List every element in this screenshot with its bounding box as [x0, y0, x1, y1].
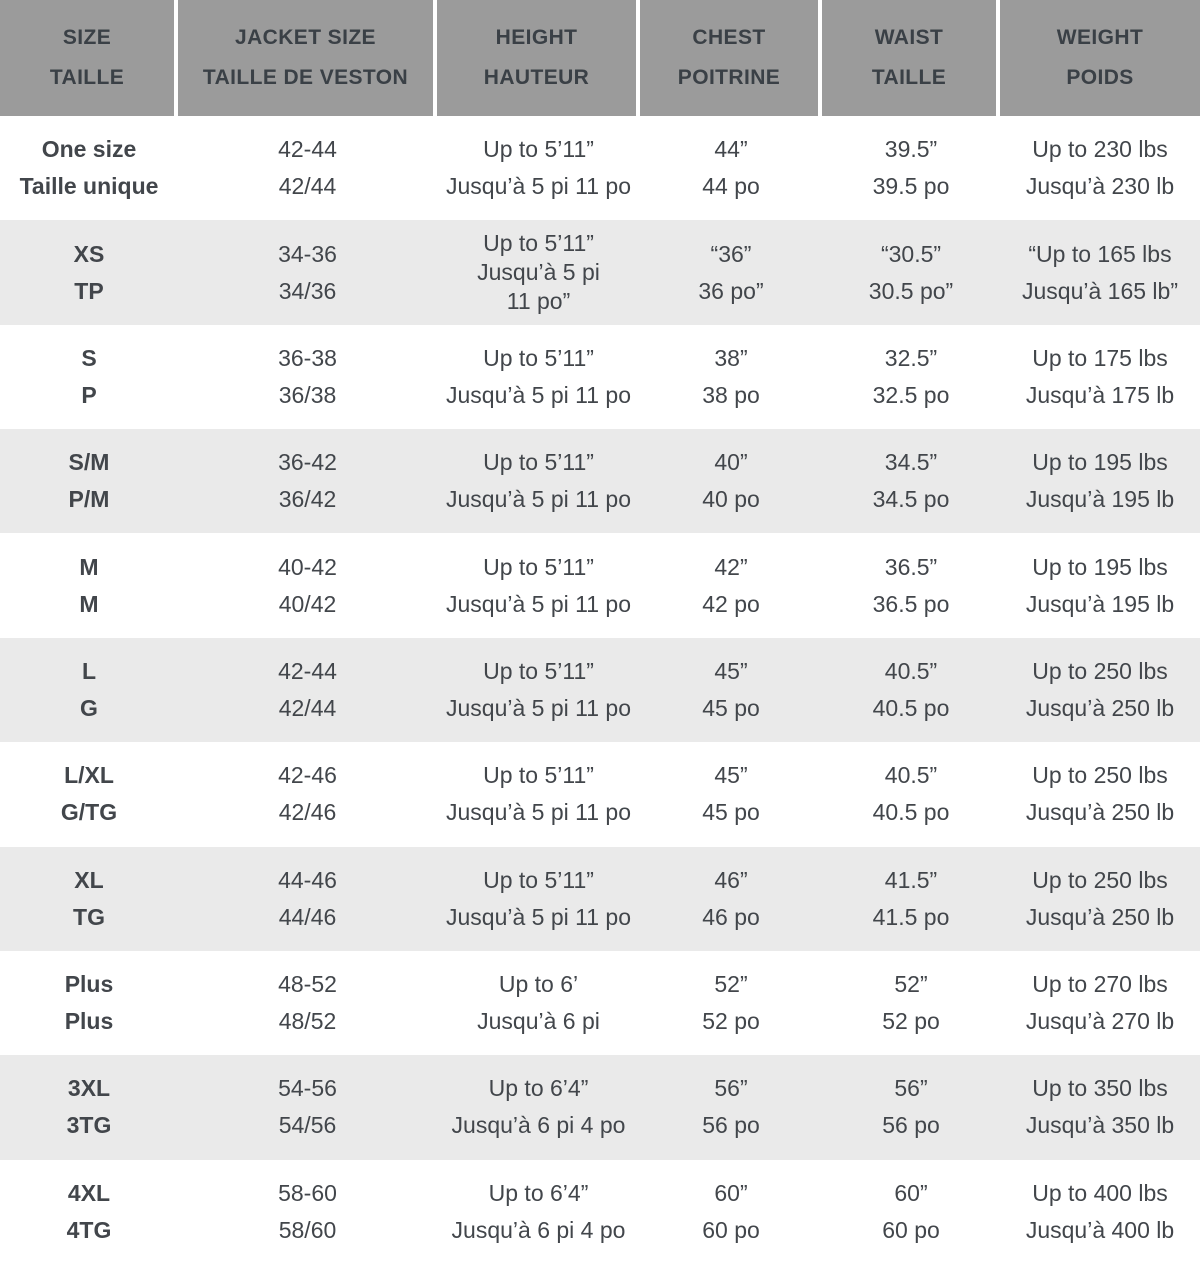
- header-label-fr: TAILLE DE VESTON: [202, 66, 409, 89]
- header-cell-chest: [640, 0, 822, 116]
- cell-line: Jusqu’à 195 lb: [1025, 486, 1175, 513]
- cell-line: 56”: [894, 1075, 928, 1102]
- header-label-en: SIZE: [62, 26, 112, 49]
- cell-line: 44 po: [702, 173, 760, 200]
- cell-line: 45”: [714, 762, 748, 789]
- cell-line: 30.5 po”: [868, 277, 954, 304]
- cell-line: 41.5 po: [872, 903, 950, 930]
- table-row: [0, 1055, 1200, 1159]
- cell-line: 3XL: [67, 1075, 111, 1102]
- table-body: [0, 116, 1200, 1264]
- cell-size: [0, 429, 178, 533]
- table-row: [0, 220, 1200, 324]
- cell-line: Up to 250 lbs: [1032, 762, 1168, 789]
- cell-chest: [640, 951, 822, 1055]
- header-label-fr: TAILLE: [49, 66, 125, 89]
- cell-line: 48/52: [278, 1008, 337, 1035]
- table-row: [0, 951, 1200, 1055]
- header-label-fr: TAILLE: [871, 66, 947, 89]
- cell-line: 60”: [714, 1179, 748, 1206]
- cell-jacket-size: [178, 1055, 437, 1159]
- cell-line: “Up to 165 lbs: [1028, 240, 1172, 267]
- cell-line: 42-44: [278, 657, 337, 684]
- cell-jacket-size: [178, 220, 437, 324]
- cell-line: 44/46: [278, 903, 337, 930]
- cell-line: Up to 350 lbs: [1032, 1075, 1168, 1102]
- cell-line: 52”: [894, 971, 928, 998]
- cell-line: Up to 5’11”: [483, 762, 594, 789]
- cell-line: Up to 270 lbs: [1032, 971, 1168, 998]
- cell-line: 36/42: [278, 486, 337, 513]
- cell-line: Jusqu’à 230 lb: [1025, 173, 1175, 200]
- cell-line: 39.5 po: [872, 173, 950, 200]
- cell-height: [437, 951, 640, 1055]
- cell-line: P: [81, 381, 97, 408]
- cell-waist: [822, 638, 1000, 742]
- cell-waist: [822, 951, 1000, 1055]
- cell-chest: [640, 1160, 822, 1264]
- cell-line: 4XL: [67, 1179, 111, 1206]
- cell-jacket-size: [178, 951, 437, 1055]
- cell-height: [437, 116, 640, 220]
- cell-chest: [640, 533, 822, 637]
- cell-line: 54/56: [278, 1112, 337, 1139]
- cell-line: Jusqu’à 250 lb: [1025, 799, 1175, 826]
- cell-line: L/XL: [64, 762, 114, 789]
- cell-line: 42-46: [278, 762, 337, 789]
- cell-line: 40.5 po: [872, 799, 950, 826]
- table-row: [0, 847, 1200, 951]
- cell-line: 38 po: [702, 381, 760, 408]
- table-row: [0, 638, 1200, 742]
- header-label-en: HEIGHT: [495, 26, 578, 49]
- cell-line: Up to 175 lbs: [1032, 344, 1168, 371]
- cell-jacket-size: [178, 742, 437, 846]
- cell-line: 52 po: [702, 1008, 760, 1035]
- cell-line: XL: [74, 866, 104, 893]
- cell-line: 40-42: [278, 553, 337, 580]
- cell-weight: [1000, 951, 1200, 1055]
- cell-line: 60 po: [702, 1216, 760, 1243]
- cell-waist: [822, 742, 1000, 846]
- header-cell-waist: [822, 0, 1000, 116]
- cell-line: Jusqu’à 6 pi 4 po: [451, 1216, 626, 1243]
- cell-weight: [1000, 847, 1200, 951]
- cell-line: 42 po: [702, 590, 760, 617]
- cell-line: TP: [74, 277, 104, 304]
- cell-line: Jusqu’à 6 pi 4 po: [451, 1112, 626, 1139]
- cell-line: 34/36: [278, 277, 337, 304]
- cell-line: 42/46: [278, 799, 337, 826]
- cell-line: 60”: [894, 1179, 928, 1206]
- cell-weight: [1000, 325, 1200, 429]
- cell-line: 58/60: [278, 1216, 337, 1243]
- cell-height: [437, 220, 640, 324]
- cell-line: 34-36: [278, 240, 337, 267]
- cell-waist: [822, 1055, 1000, 1159]
- cell-line: 56 po: [882, 1112, 940, 1139]
- cell-line: 54-56: [278, 1075, 337, 1102]
- cell-line: Up to 5’11”: [483, 230, 594, 257]
- cell-line: Jusqu’à 5 pi 11 po: [446, 590, 631, 617]
- header-cell-weight: [1000, 0, 1200, 116]
- cell-line: Up to 6’4”: [488, 1075, 589, 1102]
- cell-line: Jusqu’à 350 lb: [1025, 1112, 1175, 1139]
- cell-line: Plus: [64, 971, 114, 998]
- cell-line: Jusqu’à 6 pi: [477, 1008, 600, 1035]
- cell-chest: [640, 742, 822, 846]
- header-label-fr: POITRINE: [677, 66, 781, 89]
- cell-line: 38”: [714, 344, 748, 371]
- table-header-row: [0, 0, 1200, 116]
- cell-waist: [822, 847, 1000, 951]
- cell-weight: [1000, 638, 1200, 742]
- cell-line: G/TG: [60, 799, 118, 826]
- header-label-en: WEIGHT: [1056, 26, 1144, 49]
- header-label-en: JACKET SIZE: [235, 26, 376, 49]
- cell-line: Jusqu’à 5 pi 11 po: [446, 799, 631, 826]
- cell-chest: [640, 116, 822, 220]
- cell-weight: [1000, 429, 1200, 533]
- cell-line: Up to 195 lbs: [1032, 449, 1168, 476]
- cell-size: [0, 220, 178, 324]
- cell-line: Jusqu’à 5 pi: [477, 259, 600, 286]
- cell-line: 4TG: [66, 1216, 112, 1243]
- cell-line: Up to 250 lbs: [1032, 657, 1168, 684]
- cell-line: 36.5 po: [872, 590, 950, 617]
- cell-line: Up to 5’11”: [483, 553, 594, 580]
- cell-line: Up to 6’: [498, 971, 579, 998]
- cell-line: G: [80, 694, 98, 721]
- cell-line: Up to 5’11”: [483, 344, 594, 371]
- cell-jacket-size: [178, 533, 437, 637]
- cell-line: Jusqu’à 5 pi 11 po: [446, 173, 631, 200]
- cell-line: 36-38: [278, 344, 337, 371]
- cell-size: [0, 533, 178, 637]
- cell-weight: [1000, 1160, 1200, 1264]
- cell-line: 44-46: [278, 866, 337, 893]
- cell-line: 32.5”: [884, 344, 938, 371]
- cell-height: [437, 429, 640, 533]
- cell-line: 34.5 po: [872, 486, 950, 513]
- cell-line: 46”: [714, 866, 748, 893]
- cell-height: [437, 533, 640, 637]
- cell-line: 42”: [714, 553, 748, 580]
- cell-line: Jusqu’à 5 pi 11 po: [446, 381, 631, 408]
- cell-line: 40”: [714, 449, 748, 476]
- cell-line: M: [79, 553, 99, 580]
- cell-line: One size: [41, 136, 137, 163]
- cell-line: 46 po: [702, 903, 760, 930]
- cell-line: 36 po”: [698, 277, 764, 304]
- cell-line: Up to 400 lbs: [1032, 1179, 1168, 1206]
- cell-line: 48-52: [278, 971, 337, 998]
- cell-size: [0, 742, 178, 846]
- cell-weight: [1000, 742, 1200, 846]
- cell-line: 40/42: [278, 590, 337, 617]
- cell-size: [0, 847, 178, 951]
- cell-size: [0, 1055, 178, 1159]
- cell-line: 44”: [714, 136, 748, 163]
- cell-size: [0, 325, 178, 429]
- cell-line: Jusqu’à 250 lb: [1025, 694, 1175, 721]
- cell-jacket-size: [178, 325, 437, 429]
- cell-line: Taille unique: [19, 173, 159, 200]
- cell-line: 42-44: [278, 136, 337, 163]
- cell-size: [0, 638, 178, 742]
- cell-line: 45 po: [702, 799, 760, 826]
- table-row: [0, 325, 1200, 429]
- cell-jacket-size: [178, 429, 437, 533]
- cell-line: Jusqu’à 270 lb: [1025, 1008, 1175, 1035]
- cell-waist: [822, 325, 1000, 429]
- cell-jacket-size: [178, 1160, 437, 1264]
- cell-line: Up to 230 lbs: [1032, 136, 1168, 163]
- cell-line: 36/38: [278, 381, 337, 408]
- header-label-en: CHEST: [692, 26, 766, 49]
- cell-chest: [640, 429, 822, 533]
- cell-line: 36-42: [278, 449, 337, 476]
- cell-line: Jusqu’à 175 lb: [1025, 381, 1175, 408]
- cell-line: XS: [73, 240, 105, 267]
- cell-line: 60 po: [882, 1216, 940, 1243]
- cell-line: 11 po”: [506, 288, 571, 315]
- cell-line: Plus: [64, 1008, 114, 1035]
- cell-line: 40.5”: [884, 762, 938, 789]
- cell-chest: [640, 847, 822, 951]
- cell-line: 52 po: [882, 1008, 940, 1035]
- cell-line: S: [81, 344, 97, 371]
- cell-line: 40.5 po: [872, 694, 950, 721]
- table-row: [0, 116, 1200, 220]
- cell-waist: [822, 1160, 1000, 1264]
- cell-line: Jusqu’à 400 lb: [1025, 1216, 1175, 1243]
- cell-height: [437, 1055, 640, 1159]
- cell-line: 42/44: [278, 694, 337, 721]
- cell-line: “36”: [710, 240, 752, 267]
- cell-waist: [822, 429, 1000, 533]
- cell-line: 52”: [714, 971, 748, 998]
- cell-height: [437, 742, 640, 846]
- cell-line: 39.5”: [884, 136, 938, 163]
- header-cell-height: [437, 0, 640, 116]
- cell-line: 56 po: [702, 1112, 760, 1139]
- cell-line: M: [79, 590, 99, 617]
- cell-line: Jusqu’à 5 pi 11 po: [446, 694, 631, 721]
- cell-line: 36.5”: [884, 553, 938, 580]
- cell-weight: [1000, 116, 1200, 220]
- header-cell-size: [0, 0, 178, 116]
- cell-chest: [640, 1055, 822, 1159]
- header-label-fr: POIDS: [1066, 66, 1134, 89]
- cell-line: “30.5”: [880, 240, 942, 267]
- cell-line: 58-60: [278, 1179, 337, 1206]
- cell-line: 40.5”: [884, 657, 938, 684]
- cell-line: Up to 6’4”: [488, 1179, 589, 1206]
- cell-line: Jusqu’à 195 lb: [1025, 590, 1175, 617]
- cell-line: Jusqu’à 5 pi 11 po: [446, 486, 631, 513]
- table-row: [0, 1160, 1200, 1264]
- cell-line: Up to 5’11”: [483, 657, 594, 684]
- cell-line: Up to 5’11”: [483, 866, 594, 893]
- cell-line: Up to 195 lbs: [1032, 553, 1168, 580]
- cell-line: P/M: [68, 486, 110, 513]
- cell-height: [437, 325, 640, 429]
- cell-size: [0, 116, 178, 220]
- cell-size: [0, 951, 178, 1055]
- cell-line: 56”: [714, 1075, 748, 1102]
- cell-line: L: [81, 657, 97, 684]
- cell-weight: [1000, 533, 1200, 637]
- cell-line: 34.5”: [884, 449, 938, 476]
- cell-line: 40 po: [702, 486, 760, 513]
- cell-jacket-size: [178, 638, 437, 742]
- header-label-fr: HAUTEUR: [483, 66, 590, 89]
- cell-waist: [822, 220, 1000, 324]
- cell-line: 41.5”: [884, 866, 938, 893]
- cell-line: TG: [73, 903, 105, 930]
- cell-weight: [1000, 1055, 1200, 1159]
- cell-line: 32.5 po: [872, 381, 950, 408]
- cell-line: Up to 250 lbs: [1032, 866, 1168, 893]
- cell-jacket-size: [178, 847, 437, 951]
- table-row: [0, 429, 1200, 533]
- cell-line: Up to 5’11”: [483, 136, 594, 163]
- header-label-en: WAIST: [874, 26, 944, 49]
- table-row: [0, 742, 1200, 846]
- cell-line: Jusqu’à 5 pi 11 po: [446, 903, 631, 930]
- cell-line: Jusqu’à 165 lb”: [1022, 277, 1178, 304]
- cell-height: [437, 1160, 640, 1264]
- cell-line: Up to 5’11”: [483, 449, 594, 476]
- cell-height: [437, 638, 640, 742]
- cell-line: Jusqu’à 250 lb: [1025, 903, 1175, 930]
- cell-height: [437, 847, 640, 951]
- cell-line: 45”: [714, 657, 748, 684]
- cell-waist: [822, 533, 1000, 637]
- cell-line: 42/44: [278, 173, 337, 200]
- cell-weight: [1000, 220, 1200, 324]
- cell-line: 3TG: [66, 1112, 112, 1139]
- header-cell-jacket-size: [178, 0, 437, 116]
- cell-chest: [640, 325, 822, 429]
- cell-line: S/M: [68, 449, 110, 476]
- cell-jacket-size: [178, 116, 437, 220]
- table-row: [0, 533, 1200, 637]
- cell-size: [0, 1160, 178, 1264]
- cell-chest: [640, 638, 822, 742]
- cell-chest: [640, 220, 822, 324]
- cell-line: 45 po: [702, 694, 760, 721]
- cell-waist: [822, 116, 1000, 220]
